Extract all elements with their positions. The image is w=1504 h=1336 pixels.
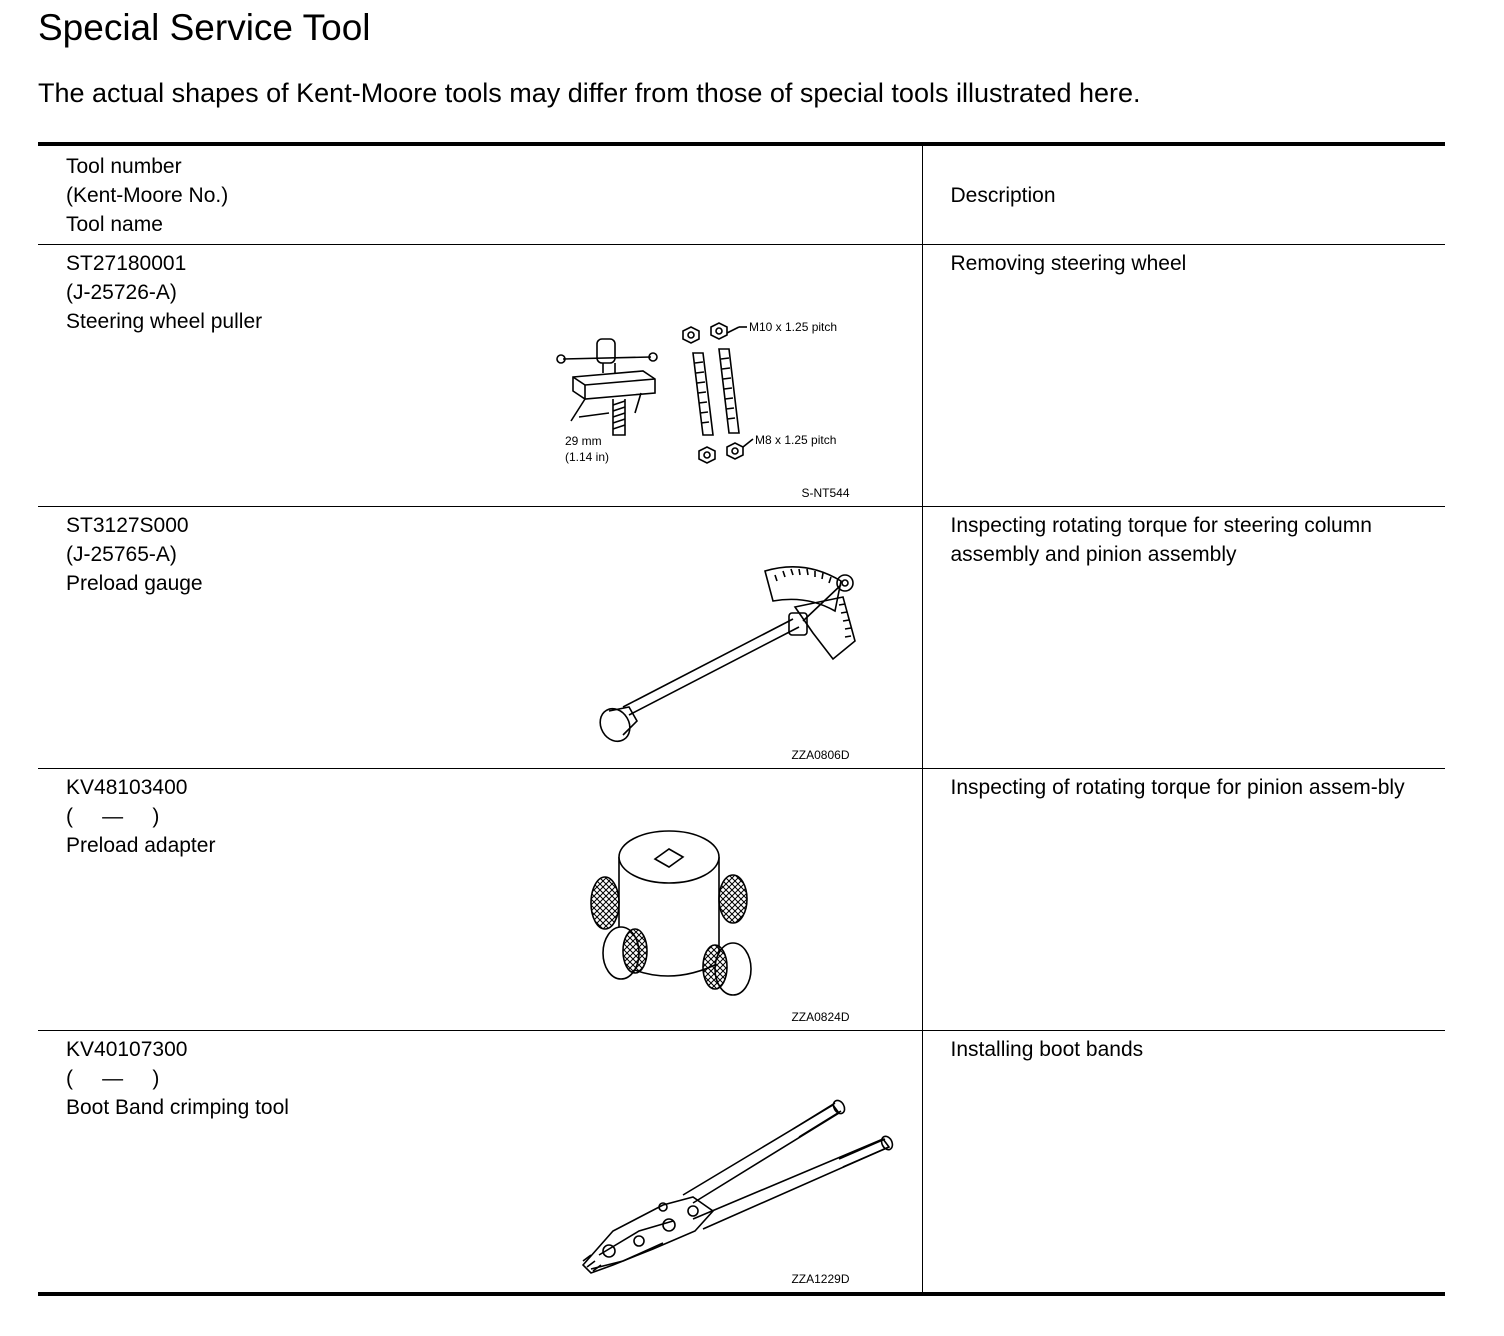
tool-name: Boot Band crimping tool [66, 1096, 289, 1119]
header-tool-info [38, 144, 922, 245]
description-text: Inspecting of rotating torque for pinion assem-bly [950, 776, 1405, 799]
tool-name: Steering wheel puller [66, 310, 263, 333]
tool-number: KV40107300 [66, 1038, 188, 1061]
header-description-label: Description [950, 183, 1056, 207]
description-cell [922, 769, 1445, 1031]
header-tool-number: Tool number [66, 154, 182, 178]
tool-number: ST27180001 [66, 252, 187, 275]
kent-moore-number: (J-25726-A) [66, 281, 177, 304]
steering-wheel-puller-drawing [543, 249, 913, 499]
figure-code: ZZA0806D [791, 748, 850, 762]
table-header-row [38, 144, 1445, 245]
header-description [922, 144, 1445, 245]
table-row [38, 769, 1445, 1031]
thread-bottom-label: M8 x 1.25 pitch [755, 433, 837, 447]
figure-code: S-NT544 [801, 486, 850, 500]
page-title: Special Service Tool [38, 7, 371, 48]
dimension-in-label: (1.14 in) [565, 450, 610, 464]
figure-code: ZZA0824D [791, 1010, 850, 1024]
kent-moore-number: ( — ) [66, 1067, 160, 1090]
thread-top-label: M10 x 1.25 pitch [749, 320, 838, 334]
tool-name: Preload adapter [66, 834, 216, 857]
preload-adapter-drawing [543, 773, 913, 1023]
figure-code: ZZA1229D [791, 1272, 850, 1286]
tool-cell [38, 245, 922, 507]
description-text: Removing steering wheel [950, 252, 1187, 275]
description-cell [922, 507, 1445, 769]
table-row [38, 507, 1445, 769]
tool-name: Preload gauge [66, 572, 203, 595]
table-row [38, 245, 1445, 507]
boot-band-crimping-tool-drawing [543, 1035, 913, 1285]
special-service-tool-table [38, 142, 1445, 1296]
kent-moore-number: ( — ) [66, 805, 160, 828]
preload-gauge-illustration [543, 511, 913, 761]
description-cell [922, 245, 1445, 507]
preload-adapter-illustration [543, 773, 913, 1023]
dimension-mm-label: 29 mm [565, 434, 602, 448]
description-text: Inspecting rotating torque for steering column assembly and pinion assembly [950, 514, 1372, 566]
description-cell [922, 1031, 1445, 1295]
header-kent-moore: (Kent-Moore No.) [66, 183, 229, 207]
kent-moore-number: (J-25765-A) [66, 543, 177, 566]
tool-cell [38, 769, 922, 1031]
tool-number: ST3127S000 [66, 514, 189, 537]
tool-cell [38, 507, 922, 769]
boot-band-crimping-tool-illustration [543, 1035, 913, 1285]
tool-number: KV48103400 [66, 776, 188, 799]
description-text: Installing boot bands [950, 1038, 1144, 1061]
header-tool-name: Tool name [66, 212, 163, 236]
tool-cell [38, 1031, 922, 1295]
table-row [38, 1031, 1445, 1295]
steering-wheel-puller-illustration [543, 249, 913, 499]
intro-text: The actual shapes of Kent-Moore tools may differ from those of special tools illustrated here. [38, 78, 1141, 108]
preload-gauge-drawing [543, 511, 913, 761]
